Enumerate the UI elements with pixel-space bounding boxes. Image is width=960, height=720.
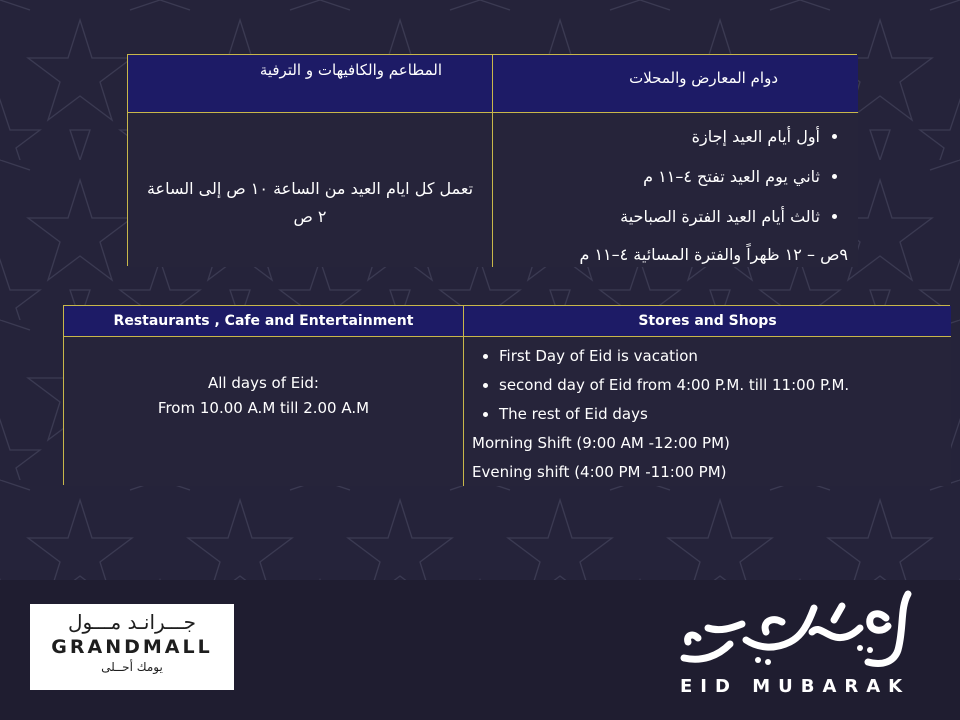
restaurants-line-1: All days of Eid: — [208, 374, 319, 392]
arabic-stores-list — [499, 123, 848, 231]
list-item: • ثالث أيام العيد الفترة الصباحية — [499, 203, 820, 231]
english-header-stores: Stores and Shops — [464, 306, 951, 337]
list-item: • First Day of Eid is vacation — [499, 342, 947, 371]
list-item: • The rest of Eid days — [499, 400, 947, 429]
arabic-stores-hours — [493, 113, 858, 267]
morning-shift-line: Morning Shift (9:00 AM -12:00 PM) — [472, 434, 730, 452]
logo-tagline: يومك أحــلى — [101, 660, 163, 674]
english-restaurants-hours — [64, 337, 464, 486]
english-stores-hours — [464, 337, 951, 486]
english-header-restaurants: Restaurants , Cafe and Entertainment — [64, 306, 464, 337]
restaurants-line-2: From 10.00 A.M till 2.00 A.M — [157, 399, 370, 417]
arabic-header-restaurants: المطاعم والكافيهات و الترفية — [128, 55, 493, 113]
grand-mall-logo — [30, 604, 234, 690]
arabic-header-stores: دوام المعارض والمحلات — [493, 55, 858, 113]
list-item: • ثاني يوم العيد تفتح ٤–١١ م — [499, 163, 820, 191]
logo-english-name: GRANDMALL — [51, 636, 213, 658]
evening-shift-line: Evening shift (4:00 PM -11:00 PM) — [472, 463, 727, 481]
eid-mubarak-text: EID MUBARAK — [680, 676, 911, 697]
arabic-shift-line: ٩ص – ١٢ ظهراً والفترة المسائية ٤–١١ م — [579, 245, 848, 264]
logo-arabic-name: جـــرانـد مـــول — [68, 610, 196, 634]
list-item: • second day of Eid from 4:00 P.M. till 11:00 P.M. — [499, 371, 947, 400]
eid-calligraphy-icon — [672, 588, 922, 674]
english-stores-list — [472, 342, 947, 429]
english-schedule-table — [63, 305, 950, 485]
list-item: • أول أيام العيد إجازة — [499, 123, 820, 151]
arabic-schedule-table — [127, 54, 857, 266]
arabic-restaurants-hours: تعمل كل ايام العيد من الساعة ١٠ ص إلى الساعة ٢ ص — [128, 113, 493, 267]
